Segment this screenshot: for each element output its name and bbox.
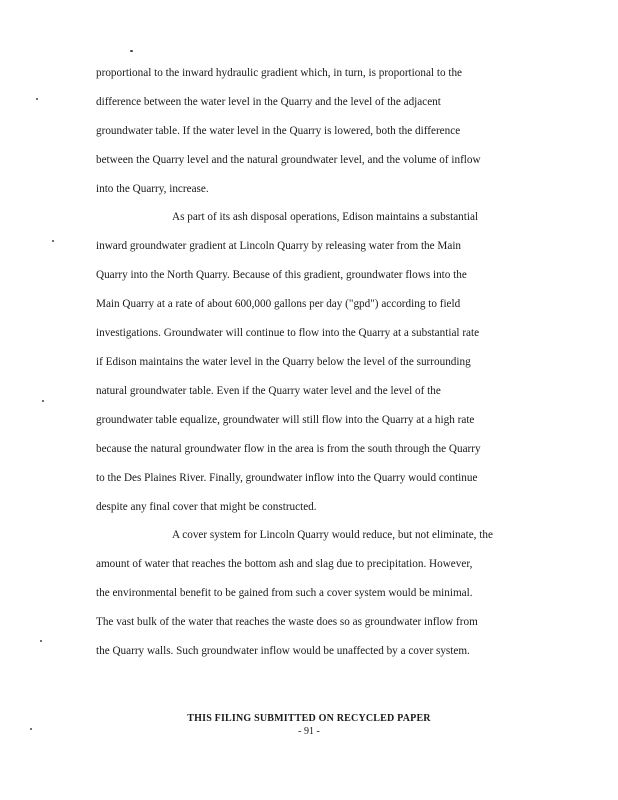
body-line: to the Des Plaines River. Finally, groundwater inflow into the Quarry would continue [96,472,478,484]
body-line: inward groundwater gradient at Lincoln Quarry by releasing water from the Main [96,240,462,252]
recycled-paper-notice: THIS FILING SUBMITTED ON RECYCLED PAPER [187,713,431,724]
body-line: groundwater table equalize, groundwater will still flow into the Quarry at a high rate [96,414,475,426]
scan-speck [52,240,54,242]
body-line: because the natural groundwater flow in the area is from the south through the Quarry [96,443,481,455]
scan-speck [40,640,42,642]
scan-speck [130,50,133,52]
body-line: natural groundwater table. Even if the Quarry water level and the level of the [96,385,441,397]
body-line: Quarry into the North Quarry. Because of this gradient, groundwater flows into the [96,269,467,281]
body-line: proportional to the inward hydraulic gradient which, in turn, is proportional to the [96,67,462,79]
body-line: Main Quarry at a rate of about 600,000 gallons per day ("gpd") according to field [96,298,461,310]
body-line: amount of water that reaches the bottom ash and slag due to precipitation. However, [96,558,473,570]
body-line: if Edison maintains the water level in the Quarry below the level of the surrounding [96,356,471,368]
page-number: - 91 - [298,726,320,737]
body-line: As part of its ash disposal operations, Edison maintains a substantial [172,211,479,223]
body-line: The vast bulk of the water that reaches the waste does so as groundwater inflow from [96,616,478,628]
scan-speck [42,400,44,402]
body-line: A cover system for Lincoln Quarry would reduce, but not eliminate, the [172,529,493,541]
body-line: despite any final cover that might be constructed. [96,501,317,513]
scan-speck [36,98,38,100]
body-line: into the Quarry, increase. [96,183,209,195]
body-line: between the Quarry level and the natural groundwater level, and the volume of inflow [96,154,481,166]
body-line: difference between the water level in the Quarry and the level of the adjacent [96,96,441,108]
body-line: the environmental benefit to be gained from such a cover system would be minimal. [96,587,473,599]
body-line: groundwater table. If the water level in the Quarry is lowered, both the difference [96,125,461,137]
body-line: investigations. Groundwater will continue to flow into the Quarry at a substantial rate [96,327,480,339]
body-line: the Quarry walls. Such groundwater inflow would be unaffected by a cover system. [96,645,470,657]
